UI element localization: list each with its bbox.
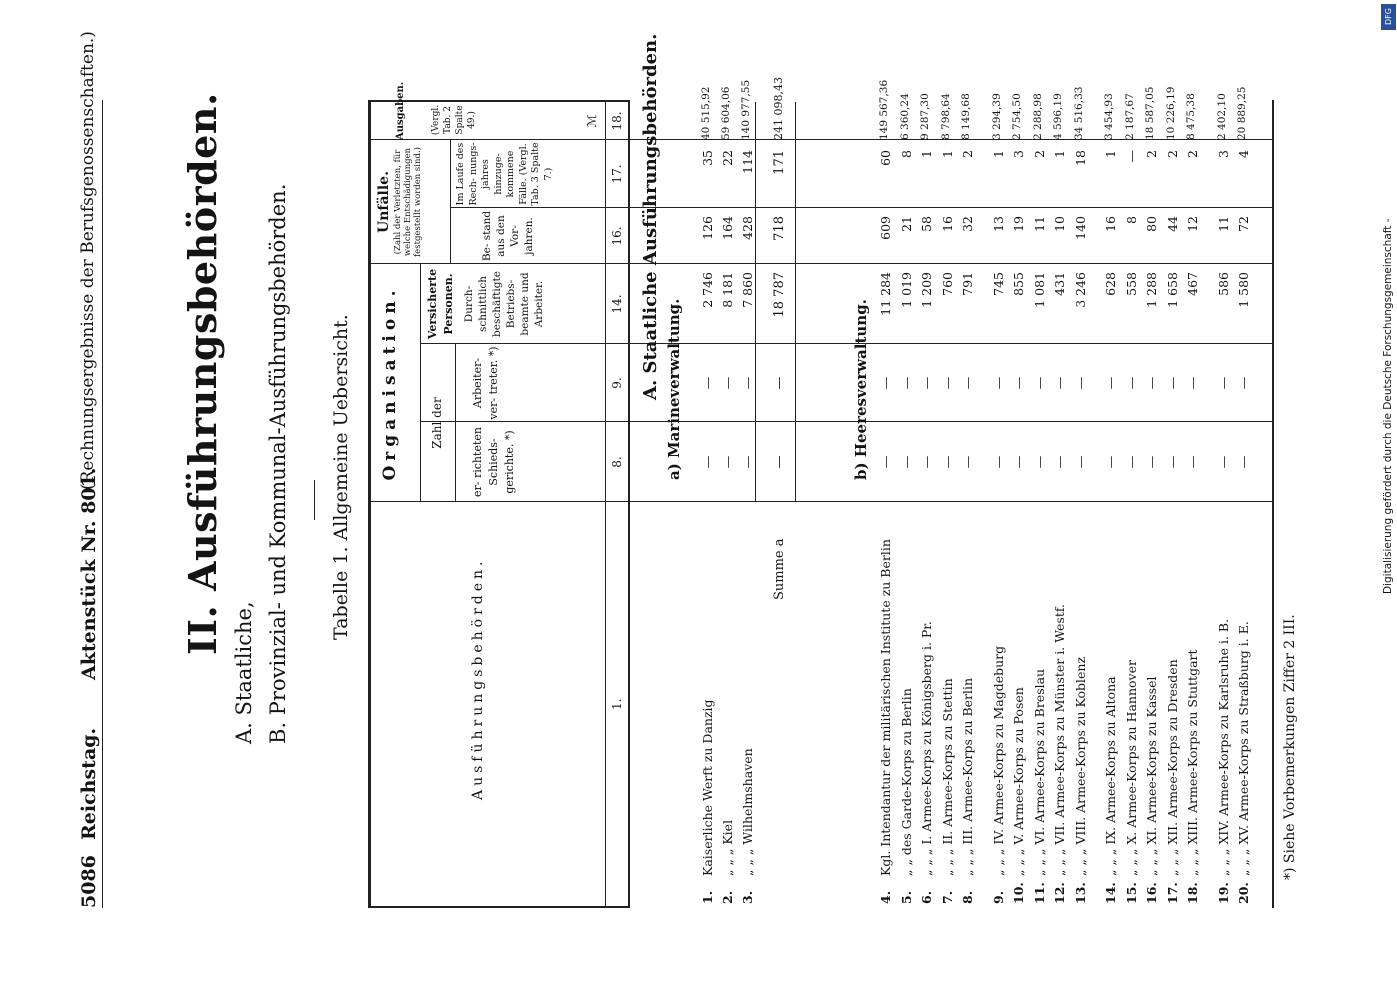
header-center: Aktenstück Nr. 801. — [78, 467, 100, 680]
section-a-subtitle: a) Marineverwaltung. — [665, 298, 683, 480]
cell-arbeitervertreter: — — [700, 376, 715, 390]
cell-bestand: 16 — [1103, 216, 1118, 232]
col-num-17: 17. — [610, 164, 624, 184]
cell-hinzugekommen: 22 — [720, 150, 735, 166]
cell-beschaeftigte: 1 580 — [1236, 272, 1251, 308]
cell-schiedsgerichte: — — [1072, 455, 1088, 469]
cell-bestand: 58 — [919, 216, 934, 232]
cell-ausgaben: 3 454,93 — [1103, 93, 1115, 140]
cell-beschaeftigte: 745 — [990, 272, 1006, 296]
col-num-18: 18. — [610, 111, 624, 131]
cell-ausgaben: 59 604,06 — [720, 86, 732, 140]
cell-bestand: 32 — [960, 216, 975, 232]
cell-hinzugekommen: 2 — [1164, 150, 1180, 158]
row-number: 7. — [939, 890, 955, 904]
dfg-logo: DFG — [1381, 4, 1396, 30]
cell-arbeitervertreter: — — [960, 376, 975, 390]
cell-hinzugekommen: 2 — [1031, 150, 1047, 158]
cell-schiedsgerichte: — — [990, 455, 1006, 469]
cell-arbeitervertreter: — — [1031, 376, 1047, 390]
cell-hinzugekommen: 114 — [740, 150, 755, 174]
cell-hinzugekommen: 4 — [1236, 150, 1251, 158]
row-number: 17. — [1164, 882, 1180, 904]
row-name: „ „ „ Wilhelmshaven — [740, 748, 755, 876]
col-num-9: 9. — [610, 377, 624, 389]
cell-hinzugekommen: 1 — [919, 150, 934, 158]
col-header-durchschnitt: Durch- schnittlich beschäftigte Betriebs- beamte und Arbeiter. — [463, 271, 545, 337]
cell-hinzugekommen: 2 — [960, 150, 975, 158]
cell-hinzugekommen: 1 — [1052, 150, 1067, 158]
cell-beschaeftigte: 2 746 — [700, 272, 715, 308]
col-header-zahl-der: Zahl der — [430, 397, 444, 449]
cell-arbeitervertreter: — — [740, 376, 755, 390]
summe-a-c14: 18 787 — [772, 272, 787, 318]
cell-bestand: 11 — [1215, 216, 1231, 232]
cell-arbeitervertreter: — — [1123, 376, 1139, 390]
cell-beschaeftigte: 1 658 — [1164, 272, 1180, 308]
row-number: 18. — [1185, 882, 1200, 904]
cell-beschaeftigte: 1 288 — [1144, 272, 1159, 308]
row-name: Kgl. Intendantur der militärischen Institute zu Berlin — [878, 539, 893, 876]
cell-hinzugekommen: 8 — [898, 150, 914, 158]
cell-bestand: 80 — [1144, 216, 1159, 232]
cell-ausgaben: 8 149,68 — [960, 93, 972, 140]
header-rule — [102, 100, 103, 908]
cell-ausgaben: 10 226,19 — [1164, 86, 1177, 140]
cell-schiedsgerichte: — — [1164, 455, 1180, 469]
row-name: „ „ „ XII. Armee-Korps zu Dresden — [1164, 659, 1180, 876]
body-sep-5 — [630, 207, 1272, 208]
cell-arbeitervertreter: — — [1011, 376, 1026, 390]
col-header-schieds: er- richteten Schieds- gerichte. *) — [471, 427, 516, 497]
summe-rule-top — [755, 102, 756, 502]
cell-bestand: 140 — [1072, 216, 1088, 240]
cell-arbeitervertreter: — — [1164, 376, 1180, 390]
col-header-behoerden: Ausführungsbehörden. — [470, 557, 486, 800]
col-header-arbeiter: Arbeiter- ver- treter. *) — [471, 346, 500, 420]
row-number: 5. — [898, 890, 914, 904]
cell-hinzugekommen: 1 — [990, 150, 1006, 158]
cell-bestand: 10 — [1052, 216, 1067, 232]
cell-ausgaben: 4 596,19 — [1052, 93, 1064, 140]
cell-schiedsgerichte: — — [720, 455, 735, 469]
col-header-unfaelle-sub: (Zahl der Verletzten, für welche Entschädigungen festgestellt worden sind.) — [393, 147, 423, 257]
title-divider — [314, 480, 315, 520]
col-sep-3 — [420, 343, 630, 344]
cell-arbeitervertreter: — — [1103, 376, 1118, 390]
row-number: 3. — [740, 890, 755, 904]
cell-arbeitervertreter: — — [939, 376, 955, 390]
cell-beschaeftigte: 855 — [1011, 272, 1026, 296]
cell-bestand: 8 — [1123, 216, 1139, 224]
col-sep-1 — [368, 501, 630, 502]
cell-bestand: 164 — [720, 216, 735, 240]
cell-arbeitervertreter: — — [878, 376, 893, 390]
unf-underline — [450, 140, 451, 264]
row-number: 12. — [1052, 882, 1067, 904]
cell-bestand: 12 — [1185, 216, 1200, 232]
cell-beschaeftigte: 1 081 — [1031, 272, 1047, 308]
section-b-subtitle: b) Heeresverwaltung. — [852, 299, 870, 480]
row-number: 2. — [720, 890, 735, 904]
row-number: 4. — [878, 890, 893, 904]
cell-ausgaben: 18 587,05 — [1144, 86, 1156, 140]
cell-beschaeftigte: 628 — [1103, 272, 1118, 296]
cell-schiedsgerichte: — — [1215, 455, 1231, 469]
col-header-bestand: Be- stand aus den Vor- jahren. — [481, 210, 535, 262]
row-name: „ „ „ II. Armee-Korps zu Stettin — [939, 678, 955, 876]
cell-beschaeftigte: 11 284 — [878, 272, 893, 316]
row-number: 15. — [1123, 882, 1139, 904]
cell-bestand: 428 — [740, 216, 755, 240]
row-number: 13. — [1072, 882, 1088, 904]
row-name: „ „ „ IX. Armee-Korps zu Altona — [1103, 676, 1118, 876]
row-name: „ „ „ III. Armee-Korps zu Berlin — [960, 677, 975, 876]
cell-hinzugekommen: — — [1123, 150, 1139, 163]
cell-beschaeftigte: 7 860 — [740, 272, 755, 308]
cell-schiedsgerichte: — — [1236, 455, 1251, 469]
cell-schiedsgerichte: — — [1185, 455, 1200, 469]
cell-hinzugekommen: 1 — [1103, 150, 1118, 158]
summe-a-c16: 718 — [772, 216, 787, 241]
row-number: 11. — [1031, 882, 1047, 904]
col-header-laufe: Im Laufe des Rech- nungs- jahres hinzuge- kommene Fälle. (Vergl. Tab. 3 Spalte 7.) — [455, 142, 554, 206]
col-header-unfaelle: Unfälle. — [376, 171, 392, 233]
header-left-rule — [368, 906, 630, 908]
cell-beschaeftigte: 431 — [1052, 272, 1067, 296]
cell-beschaeftigte: 8 181 — [720, 272, 735, 308]
cell-schiedsgerichte: — — [740, 455, 755, 469]
cell-beschaeftigte: 760 — [939, 272, 955, 296]
cell-beschaeftigte: 1 209 — [919, 272, 934, 308]
row-name: „ „ „ VII. Armee-Korps zu Münster i. Westf. — [1052, 603, 1067, 876]
cell-hinzugekommen: 35 — [700, 150, 715, 166]
col-header-ausgaben: Ausgaben. — [395, 81, 406, 140]
cell-bestand: 13 — [990, 216, 1006, 232]
cell-ausgaben: 8 475,38 — [1185, 93, 1197, 140]
body-sep-1 — [630, 501, 1272, 502]
body-sep-4 — [630, 263, 1272, 264]
row-number: 9. — [990, 890, 1006, 904]
dfg-strip — [1380, 0, 1397, 1000]
cell-arbeitervertreter: — — [1185, 376, 1200, 390]
cell-hinzugekommen: 2 — [1144, 150, 1159, 158]
summe-a-c9: — — [772, 376, 787, 390]
zahl-underline — [455, 344, 456, 502]
row-number: 19. — [1215, 882, 1231, 904]
cell-bestand: 11 — [1031, 216, 1047, 232]
cell-arbeitervertreter: — — [1072, 376, 1088, 390]
cell-bestand: 16 — [939, 216, 955, 232]
summe-a-c17: 171 — [772, 150, 787, 175]
cell-bestand: 19 — [1011, 216, 1026, 232]
cell-arbeitervertreter: — — [919, 376, 934, 390]
row-name: „ „ „ X. Armee-Korps zu Hannover — [1123, 660, 1139, 876]
cell-hinzugekommen: 2 — [1185, 150, 1200, 158]
cell-arbeitervertreter: — — [720, 376, 735, 390]
cell-beschaeftigte: 586 — [1215, 272, 1231, 296]
cell-schiedsgerichte: — — [1052, 455, 1067, 469]
row-name: Kaiserliche Werft zu Danzig — [700, 699, 715, 876]
cell-hinzugekommen: 3 — [1011, 150, 1026, 158]
cell-hinzugekommen: 1 — [939, 150, 955, 158]
cell-schiedsgerichte: — — [1011, 455, 1026, 469]
summe-a-c18: 241 098,43 — [772, 77, 785, 140]
cell-hinzugekommen: 3 — [1215, 150, 1231, 158]
col-num-16: 16. — [610, 226, 624, 246]
row-number: 1. — [700, 890, 715, 904]
cell-schiedsgerichte: — — [1103, 455, 1118, 469]
row-name: „ „ „ XI. Armee-Korps zu Kassel — [1144, 676, 1159, 876]
row-name: „ „ „ XIV. Armee-Korps zu Karlsruhe i. B. — [1215, 618, 1231, 876]
footnote: *) Siehe Vorbemerkungen Ziffer 2 III. — [1282, 614, 1298, 880]
row-name: „ „ „ VIII. Armee-Korps zu Koblenz — [1072, 656, 1088, 876]
header-right: (Rechnungsergebnisse der Berufsgenossenschaften.) — [78, 31, 98, 490]
cell-ausgaben: 2 288,98 — [1031, 93, 1044, 140]
table-top-rule — [368, 100, 371, 908]
cell-ausgaben: 140 977,55 — [740, 79, 752, 140]
summe-a-c8: — — [772, 455, 787, 469]
body-sep-3 — [630, 343, 1272, 344]
org-underline — [420, 264, 421, 502]
cell-schiedsgerichte: — — [1031, 455, 1047, 469]
row-name: „ „ des Garde-Korps zu Berlin — [898, 688, 914, 876]
cell-ausgaben: 34 516,33 — [1072, 86, 1085, 140]
cell-ausgaben: 20 889,25 — [1236, 86, 1248, 140]
row-name: „ „ „ XV. Armee-Korps zu Straßburg i. E. — [1236, 621, 1251, 876]
page-number: 5086 — [78, 855, 100, 908]
col-num-14: 14. — [610, 294, 624, 314]
cell-bestand: 44 — [1164, 216, 1180, 232]
row-name: „ „ „ VI. Armee-Korps zu Breslau — [1031, 668, 1047, 876]
section-list-a: A. Staatliche, — [232, 601, 256, 744]
row-number: 20. — [1236, 882, 1251, 904]
cell-ausgaben: 8 798,64 — [939, 93, 952, 140]
row-number: 8. — [960, 890, 975, 904]
cell-arbeitervertreter: — — [1215, 376, 1231, 390]
section-a-title: A. Staatliche Ausführungsbehörden. — [640, 33, 661, 400]
col-num-1: 1. — [610, 698, 624, 710]
summe-a-label: Summe a — [772, 538, 787, 600]
cell-ausgaben: 3 294,39 — [990, 93, 1003, 140]
row-name: „ „ „ I. Armee-Korps zu Königsberg i. Pr. — [919, 621, 934, 876]
row-name: „ „ „ XIII. Armee-Korps zu Stuttgart — [1185, 649, 1200, 876]
cell-ausgaben: 2 754,50 — [1011, 93, 1023, 140]
cell-hinzugekommen: 60 — [878, 150, 893, 166]
cell-ausgaben: 6 360,24 — [898, 93, 911, 140]
col-num-8: 8. — [610, 456, 624, 468]
cell-beschaeftigte: 1 019 — [898, 272, 914, 308]
cell-bestand: 609 — [878, 216, 893, 240]
cell-schiedsgerichte: — — [700, 455, 715, 469]
cell-beschaeftigte: 3 246 — [1072, 272, 1088, 308]
col-sep-5 — [450, 207, 630, 208]
col-header-versicherte: Versicherte Personen. — [426, 268, 455, 340]
cell-schiedsgerichte: — — [939, 455, 955, 469]
col-header-ausgaben-unit: ℳ — [585, 114, 599, 128]
table-title: Tabelle 1. Allgemeine Uebersicht. — [330, 314, 352, 640]
cell-beschaeftigte: 467 — [1185, 272, 1200, 296]
cell-bestand: 72 — [1236, 216, 1251, 232]
cell-beschaeftigte: 791 — [960, 272, 975, 296]
table-bottom-rule — [1272, 100, 1274, 908]
cell-bestand: 126 — [700, 216, 715, 240]
colnum-rule — [605, 100, 606, 908]
col-header-organisation: Organisation. — [380, 285, 400, 481]
cell-schiedsgerichte: — — [878, 455, 893, 469]
cell-schiedsgerichte: — — [898, 455, 914, 469]
cell-arbeitervertreter: — — [990, 376, 1006, 390]
cell-schiedsgerichte: — — [1144, 455, 1159, 469]
cell-beschaeftigte: 558 — [1123, 272, 1139, 296]
cell-arbeitervertreter: — — [1236, 376, 1251, 390]
cell-ausgaben: 2 187,67 — [1123, 93, 1136, 140]
cell-schiedsgerichte: — — [919, 455, 934, 469]
row-name: „ „ „ IV. Armee-Korps zu Magdeburg — [990, 645, 1006, 876]
header-bottom-rule — [628, 100, 630, 908]
cell-ausgaben: 2 402,10 — [1215, 93, 1228, 140]
row-number: 14. — [1103, 882, 1118, 904]
dfg-side-note: Digitalisierung gefördert durch die Deutsche Forschungsgemeinschaft - — [1382, 218, 1394, 594]
row-name: „ „ „ V. Armee-Korps zu Posen — [1011, 687, 1026, 876]
cell-arbeitervertreter: — — [1052, 376, 1067, 390]
col-sep-4 — [368, 263, 630, 264]
col-header-ausgaben-ref: (Vergl. Tab. 2 Spalte 49.) — [431, 104, 477, 136]
row-name: „ „ „ Kiel — [720, 819, 735, 876]
col-sep-2 — [420, 421, 630, 422]
row-number: 6. — [919, 890, 934, 904]
cell-arbeitervertreter: — — [898, 376, 914, 390]
cell-bestand: 21 — [898, 216, 914, 232]
cell-hinzugekommen: 18 — [1072, 150, 1088, 166]
cell-ausgaben: 9 287,30 — [919, 93, 931, 140]
section-list-b: B. Provinzial- und Kommunal-Ausführungsbehörden. — [266, 183, 290, 744]
cell-schiedsgerichte: — — [1123, 455, 1139, 469]
cell-ausgaben: 149 567,36 — [878, 79, 890, 140]
header-left: Reichstag. — [78, 727, 100, 840]
body-sep-2 — [630, 421, 1272, 422]
cell-arbeitervertreter: — — [1144, 376, 1159, 390]
summe-rule-bottom — [795, 102, 796, 502]
row-number: 16. — [1144, 882, 1159, 904]
row-number: 10. — [1011, 882, 1026, 904]
cell-ausgaben: 40 515,92 — [700, 86, 712, 140]
page-title: II. Ausführungsbehörden. — [180, 92, 225, 655]
cell-schiedsgerichte: — — [960, 455, 975, 469]
